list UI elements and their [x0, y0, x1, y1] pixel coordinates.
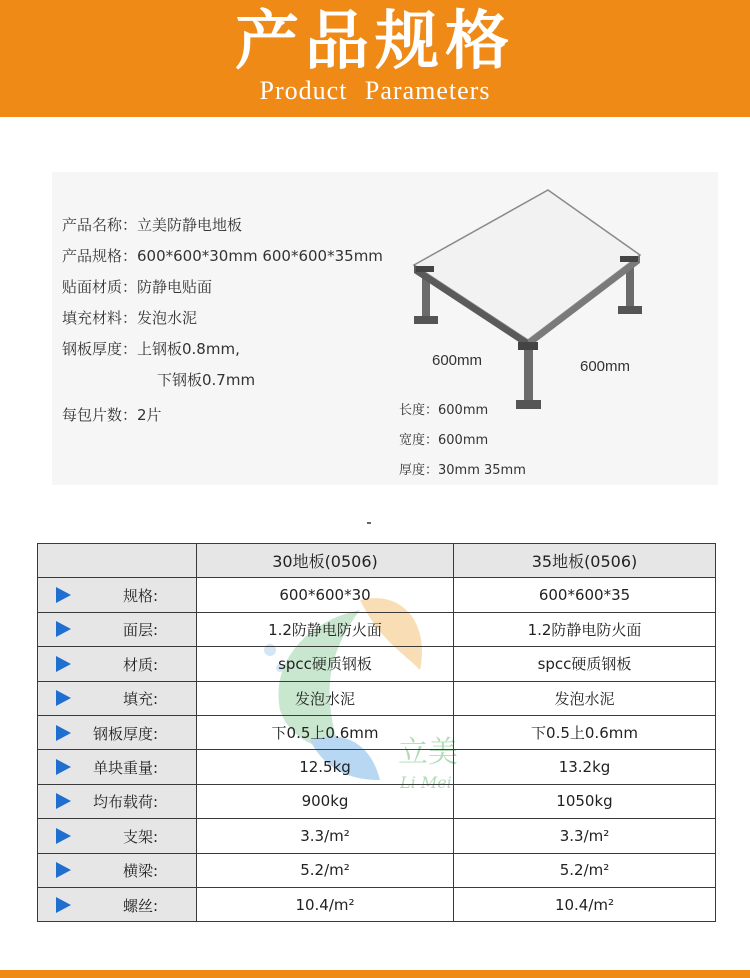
divider-mark — [367, 522, 371, 524]
row-label: 单块重量: — [92, 759, 158, 778]
row-label-cell — [38, 647, 197, 681]
play-arrow-icon — [56, 828, 71, 844]
spec-steel-lower: 下钢板0.7mm — [157, 371, 256, 389]
play-arrow-icon — [56, 725, 71, 741]
dimension-thickness: 厚度：30mm 35mm — [399, 463, 526, 478]
page-title: 产品规格 — [235, 5, 515, 79]
spec-surface: 贴面材质：防静电贴面 — [62, 278, 213, 296]
support-head-left — [416, 266, 434, 272]
value-35-cell: 下0.5上0.6mm — [454, 715, 716, 749]
table-row — [38, 681, 716, 715]
support-base-right — [618, 306, 642, 314]
value-30-cell: 1.2防静电防火面 — [197, 612, 454, 646]
table-row — [38, 853, 716, 887]
table-header-row — [38, 544, 716, 578]
play-arrow-icon — [56, 793, 71, 809]
value-35-cell: spcc硬质钢板 — [454, 647, 716, 681]
row-label: 填充: — [122, 690, 158, 709]
value-35-cell: 发泡水泥 — [454, 681, 716, 715]
floor-tile-illustration — [400, 180, 660, 420]
table-row — [38, 715, 716, 749]
spec-comparison-table — [37, 543, 716, 922]
table-row — [38, 784, 716, 818]
row-label: 钢板厚度: — [92, 724, 158, 743]
play-arrow-icon — [56, 587, 71, 603]
row-label: 支架: — [122, 827, 158, 846]
row-label: 规格: — [122, 587, 158, 606]
play-arrow-icon — [56, 759, 71, 775]
row-label-cell — [38, 578, 197, 612]
play-arrow-icon — [56, 621, 71, 637]
table-row — [38, 819, 716, 853]
row-label-cell — [38, 750, 197, 784]
value-30-cell: 10.4/m² — [197, 887, 454, 921]
row-label-cell — [38, 853, 197, 887]
play-arrow-icon — [56, 690, 71, 706]
tile-width-label: 600mm — [432, 352, 483, 369]
tile-depth-label: 600mm — [580, 358, 631, 375]
value-35-cell: 1050kg — [454, 784, 716, 818]
table-row — [38, 612, 716, 646]
row-label-cell — [38, 784, 197, 818]
table-header-30: 30地板(0506) — [197, 544, 454, 578]
table-row — [38, 578, 716, 612]
table-header-35: 35地板(0506) — [454, 544, 716, 578]
value-30-cell: 600*600*30 — [197, 578, 454, 612]
row-label: 横梁: — [122, 862, 158, 881]
value-30-cell: 3.3/m² — [197, 819, 454, 853]
value-35-cell: 5.2/m² — [454, 853, 716, 887]
row-label-cell — [38, 819, 197, 853]
table-row — [38, 647, 716, 681]
value-30-cell: 5.2/m² — [197, 853, 454, 887]
row-label-cell — [38, 715, 197, 749]
row-label: 螺丝: — [122, 896, 158, 915]
spec-per-pack: 每包片数：2片 — [62, 406, 162, 424]
support-base-left — [414, 316, 438, 324]
spec-steel-upper: 钢板厚度：上钢板0.8mm, — [62, 340, 240, 358]
row-label-cell — [38, 681, 197, 715]
row-label: 面层: — [122, 621, 158, 640]
value-30-cell: 12.5kg — [197, 750, 454, 784]
value-35-cell: 600*600*35 — [454, 578, 716, 612]
tile-top-surface — [414, 190, 640, 340]
footer-bar — [0, 970, 750, 978]
row-label-cell — [38, 887, 197, 921]
table-row — [38, 887, 716, 921]
play-arrow-icon — [56, 897, 71, 913]
header-banner — [0, 0, 750, 117]
table-body — [38, 578, 716, 922]
dimension-width: 宽度：600mm — [399, 433, 489, 448]
row-label: 材质: — [122, 655, 158, 674]
value-35-cell: 10.4/m² — [454, 887, 716, 921]
play-arrow-icon — [56, 656, 71, 672]
page-subtitle: Product Parameters — [259, 76, 491, 105]
support-head-front — [518, 342, 538, 350]
value-35-cell: 3.3/m² — [454, 819, 716, 853]
watermark-brand-text: 立美 — [398, 735, 458, 770]
play-arrow-icon — [56, 862, 71, 878]
support-base-front — [516, 400, 541, 409]
spec-product-name: 产品名称：立美防静电地板 — [62, 216, 243, 234]
value-35-cell: 13.2kg — [454, 750, 716, 784]
value-30-cell: 900kg — [197, 784, 454, 818]
value-30-cell: 发泡水泥 — [197, 681, 454, 715]
table-row — [38, 750, 716, 784]
table-header-blank — [38, 544, 197, 578]
spec-filling: 填充材料：发泡水泥 — [62, 309, 198, 327]
spec-product-size: 产品规格：600*600*30mm 600*600*35mm — [62, 247, 383, 265]
support-head-right — [620, 256, 638, 262]
watermark-brand-pinyin: Li Mei — [400, 773, 452, 792]
value-35-cell: 1.2防静电防火面 — [454, 612, 716, 646]
value-30-cell: spcc硬质钢板 — [197, 647, 454, 681]
support-leg-front — [524, 348, 533, 404]
value-30-cell: 下0.5上0.6mm — [197, 715, 454, 749]
row-label: 均布载荷: — [92, 793, 158, 812]
dimension-length: 长度：600mm — [399, 403, 489, 418]
row-label-cell — [38, 612, 197, 646]
